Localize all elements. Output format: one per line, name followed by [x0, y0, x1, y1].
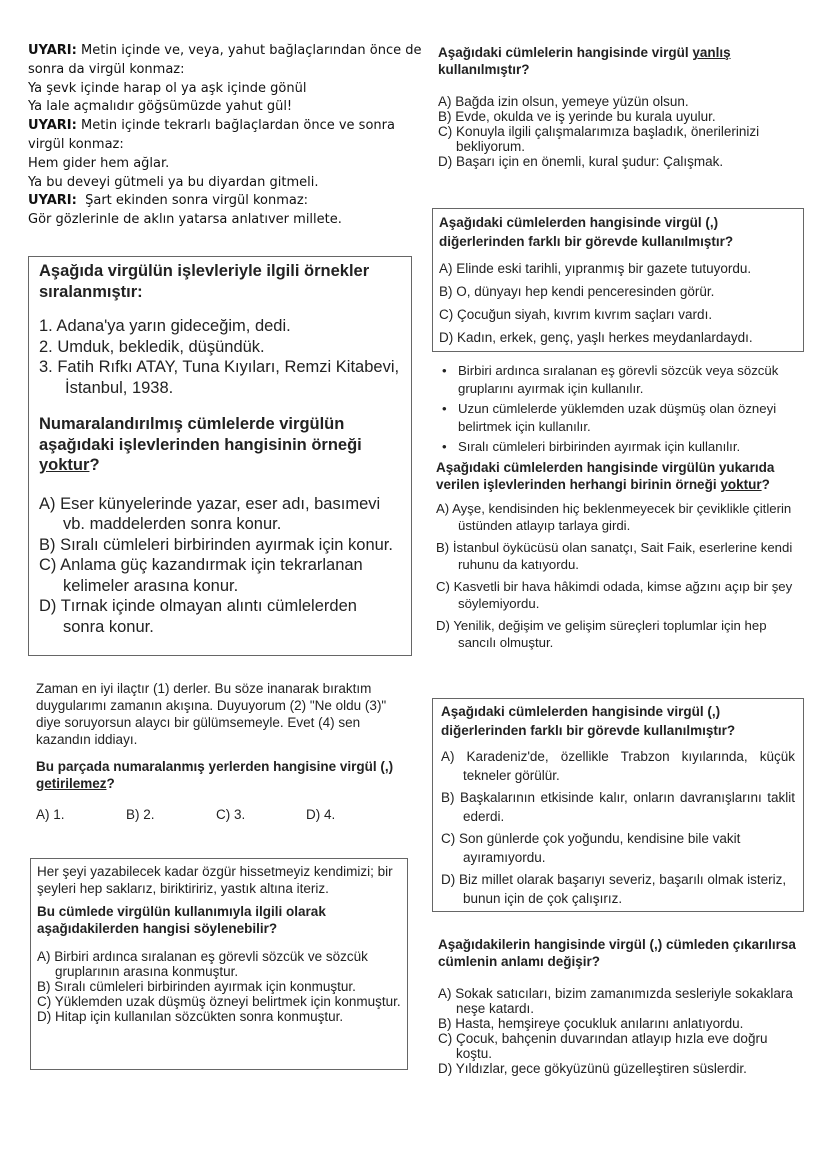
- function-bullet: • Sıralı cümleleri birbirinden ayırmak için kullanılır.: [436, 438, 798, 456]
- question-text: Aşağıdaki cümlelerden hangisinde virgül (,) diğerlerinden farklı bir görevde kullanılmıştır?: [441, 704, 736, 738]
- option-d[interactable]: D) Biz millet olarak başarıyı severiz, başarılı olmak isteriz, bunun için de çok çalışırız.: [441, 872, 787, 906]
- option-b[interactable]: B) Başkalarının etkisinde kalır, onların davranışlarını taklit ederdi.: [441, 790, 795, 824]
- question-farkli-1: [432, 208, 804, 352]
- example: Ya şevk içinde harap ol ya aşk içinde gönül: [28, 80, 307, 96]
- question-zaman: [36, 680, 396, 823]
- warning-2: UYARI: Metin içinde tekrarlı bağlaçlardan önce ve sonra virgül konmaz:: [28, 118, 395, 152]
- option-d[interactable]: D) Yenilik, değişim ve gelişim süreçleri toplumlar için hep sancılı olmuştur.: [436, 617, 767, 650]
- option-d[interactable]: D) Kadın, erkek, genç, yaşlı herkes meydanlardaydı.: [439, 330, 753, 345]
- option-c[interactable]: C) Çocuk, bahçenin duvarından atlayıp hızla eve doğru koştu.: [438, 1031, 768, 1061]
- option-a[interactable]: A) Birbiri ardınca sıralanan eş görevli sözcük ve sözcük gruplarının arasına konmuştur.: [37, 949, 368, 979]
- option-b[interactable]: B) Hasta, hemşireye çocukluk anılarını anlatıyordu.: [438, 1016, 744, 1031]
- option-c[interactable]: C) Anlama güç kazandırmak için tekrarlanan kelimeler arasına konur.: [39, 556, 363, 595]
- example-item: 3. Fatih Rıfkı ATAY, Tuna Kıyıları, Remzi Kitabevi, İstanbul, 1938.: [39, 358, 400, 397]
- passage: Her şeyi yazabilecek kadar özgür hissetmeyiz kendimizi; bir şeyleri hep saklarız, biriktiririz, yastık altına iteriz.: [37, 864, 393, 896]
- option-b[interactable]: B) Sıralı cümleleri birbirinden ayırmak için konmuştur.: [37, 979, 356, 994]
- question-anlam: [438, 936, 796, 1076]
- warning-3: UYARI: Şart ekinden sonra virgül konmaz:: [28, 193, 309, 209]
- question-text: Aşağıdakilerin hangisinde virgül (,) cümleden çıkarılırsa cümlenin anlamı değişir?: [438, 937, 796, 969]
- question-intro: Aşağıda virgülün işlevleriyle ilgili örnekler sıralanmıştır:: [39, 262, 370, 301]
- passage: Zaman en iyi ilaçtır (1) derler. Bu söze inanarak bıraktım duygularımı zamanın akışına. Duyuyorum (2) "Ne oldu (3)" diye soruyorsun alaycı bir gülümsemeyle. Evet (4) sen kazandın iddiayı.: [36, 681, 387, 747]
- option-c[interactable]: C) Çocuğun siyah, kıvrım kıvrım saçları vardı.: [439, 307, 713, 322]
- option-c[interactable]: C) Yüklemden uzak düşmüş özneyi belirtmek için konmuştur.: [37, 994, 401, 1009]
- option-a[interactable]: A) Elinde eski tarihli, yıpranmış bir gazete tutuyordu.: [439, 261, 752, 276]
- option-a[interactable]: A) Eser künyelerinde yazar, eser adı, basımevi vb. maddelerden sonra konur.: [39, 494, 381, 533]
- example-item: 2. Umduk, bekledik, düşündük.: [39, 337, 265, 356]
- options-row: [36, 806, 396, 823]
- warning-1: UYARI: Metin içinde ve, veya, yahut bağlaçlarından önce de sonra da virgül konmaz:: [28, 43, 422, 77]
- option-a[interactable]: A) Karadeniz'de, özellikle Trabzon kıyılarında, küçük tekneler görülür.: [441, 749, 795, 783]
- question-herseyi: [30, 858, 408, 1070]
- question-text: Numaralandırılmış cümlelerde virgülün aşağıdaki işlevlerinden hangisinin örneği yoktur?: [39, 415, 362, 474]
- question-text: Bu cümlede virgülün kullanımıyla ilgili olarak aşağıdakilerden hangisi söylenebilir?: [37, 904, 326, 936]
- example: Gör gözlerinle de aklın yatarsa anlatıver millete.: [28, 212, 342, 228]
- option-a[interactable]: A) Bağda izin olsun, yemeye yüzün olsun.: [438, 94, 689, 109]
- option-d[interactable]: D) Hitap için kullanılan sözcükten sonra konmuştur.: [37, 1009, 344, 1024]
- example: Ya bu deveyi gütmeli ya bu diyardan gitmeli.: [28, 174, 319, 190]
- option-c[interactable]: C) Son günlerde çok yoğundu, kendisine bile vakit ayıramıyordu.: [441, 831, 741, 865]
- option-b[interactable]: B) 2.: [126, 807, 155, 822]
- option-b[interactable]: B) Evde, okulda ve iş yerinde bu kurala uyulur.: [438, 109, 716, 124]
- function-bullet: • Uzun cümlelerde yüklemden uzak düşmüş olan özneyi belirtmek için kullanılır.: [436, 400, 798, 435]
- option-c[interactable]: C) 3.: [216, 807, 246, 822]
- example: Ya lale açmalıdır göğsümüzde yahut gül!: [28, 99, 293, 115]
- option-c[interactable]: C) Konuyla ilgili çalışmalarımıza başladık, önerilerinizi bekliyorum.: [438, 124, 760, 154]
- question-text: Aşağıdaki cümlelerden hangisinde virgül (,) diğerlerinden farklı bir görevde kullanılmıştır?: [439, 215, 734, 249]
- option-b[interactable]: B) İstanbul öykücüsü olan sanatçı, Sait Faik, eserlerine kendi ruhunu da katıyordu.: [436, 539, 793, 572]
- option-d[interactable]: D) 4.: [306, 807, 336, 822]
- question-yanlis: [438, 44, 794, 169]
- function-bullet: • Birbiri ardınca sıralanan eş görevli sözcük veya sözcük gruplarını ayırmak için kullanılır.: [436, 362, 798, 397]
- example: Hem gider hem ağlar.: [28, 155, 170, 171]
- question-islev: [436, 362, 798, 652]
- question-text: Aşağıdaki cümlelerin hangisinde virgül yanlış kullanılmıştır?: [438, 45, 731, 77]
- option-d[interactable]: D) Yıldızlar, gece gökyüzünü güzelleştiren süslerdir.: [438, 1061, 747, 1076]
- option-a[interactable]: A) Ayşe, kendisinden hiç beklenmeyecek bir çeviklikle çitlerin üstünden atlayıp tarlaya girdi.: [436, 500, 792, 533]
- option-a[interactable]: A) Sokak satıcıları, bizim zamanımızda sesleriyle sokaklara neşe katardı.: [438, 986, 793, 1016]
- question-functions: [28, 256, 412, 656]
- warning-block: [28, 42, 423, 230]
- question-text: Aşağıdaki cümlelerden hangisinde virgülün yukarıda verilen işlevlerinden herhangi birinin örneği yoktur?: [436, 459, 775, 492]
- option-b[interactable]: B) O, dünyayı hep kendi penceresinden görür.: [439, 284, 715, 299]
- question-farkli-2: [432, 698, 804, 912]
- option-b[interactable]: B) Sıralı cümleleri birbirinden ayırmak için konur.: [39, 535, 393, 554]
- question-text: Bu parçada numaralanmış yerlerden hangisine virgül (,) getirilemez?: [36, 759, 394, 791]
- option-d[interactable]: D) Başarı için en önemli, kural şudur: Çalışmak.: [438, 154, 724, 169]
- option-a[interactable]: A) 1.: [36, 807, 65, 822]
- option-d[interactable]: D) Tırnak içinde olmayan alıntı cümlelerden sonra konur.: [39, 597, 357, 636]
- option-c[interactable]: C) Kasvetli bir hava hâkimdi odada, kimse ağzını açıp bir şey söylemiyordu.: [436, 578, 793, 611]
- example-item: 1. Adana'ya yarın gideceğim, dedi.: [39, 317, 291, 335]
